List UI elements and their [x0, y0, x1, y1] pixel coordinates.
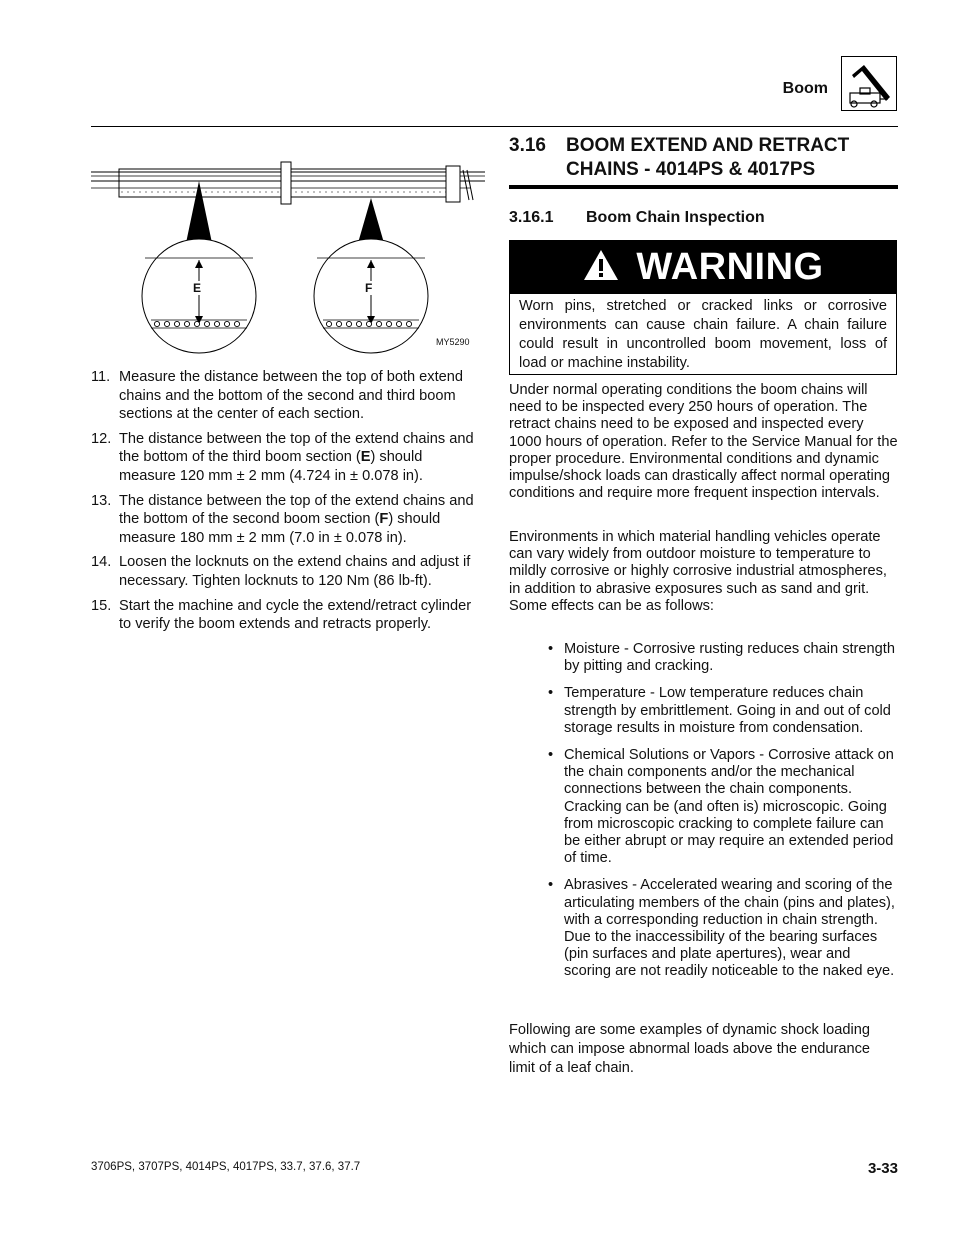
header-section-title: Boom — [782, 80, 828, 97]
boom-chain-illustration — [91, 148, 485, 354]
paragraph-inspection-intervals: Under normal operating conditions the boom chains will need to be inspected every 250 hours of operation. The retract chains need to be exposed and inspected every 1000 hours of operation. Refer to the Service Manual for the proper procedure. Environmental conditions and dynamic impulse/shock loads can drastically affect normal operating conditions and require more frequent inspection intervals. — [509, 382, 898, 502]
boom-icon — [841, 56, 897, 111]
list-item: • Chemical Solutions or Vapors - Corrosive attack on the chain components and/or the mechanical connections between the chain components. Cracking can be (and often is) microscopic. Going from microscopic cracking to complete failure can be either abrupt or may require an extended period of time. — [548, 747, 894, 867]
label-f: F — [365, 281, 373, 295]
warning-header — [510, 241, 896, 294]
section-title: 3.16 BOOM EXTEND AND RETRACT CHAINS - 4014PS & 4017PS — [509, 135, 850, 180]
page-number: 3-33 — [867, 1160, 898, 1177]
effects-list — [509, 641, 898, 991]
list-item: • Abrasives - Accelerated wearing and scoring of the articulating members of the chain (pins and plates), with a corresponding reduction in chain strength. Due to the inaccessibility of the bearing surfaces (pin surfaces and plate apertures), wear and scoring are not readily noticeable to the naked eye. — [548, 877, 895, 980]
warning-box — [509, 240, 897, 375]
header-divider — [91, 126, 898, 127]
step-item: 14. Loosen the locknuts on the extend chains and adjust if necessary. Tighten locknuts to 120 Nm (86 lb-ft). — [91, 554, 471, 589]
warning-text: Worn pins, stretched or cracked links or corrosive environments can cause chain failure. A chain failure could result in uncontrolled boom movement, loss of load or machine instability. — [519, 298, 887, 371]
procedure-steps — [91, 368, 483, 640]
step-item: 15. Start the machine and cycle the extend/retract cylinder to verify the boom extends and retracts properly. — [91, 597, 472, 633]
warning-heading: WARNING — [636, 246, 824, 288]
label-e: E — [193, 281, 202, 295]
list-item: • Temperature - Low temperature reduces chain strength by embrittlement. Going in and out of cold storage results in moisture from condensation. — [548, 685, 891, 736]
figure-code: MY5290 — [436, 337, 470, 347]
section-divider — [509, 185, 898, 189]
step-item: 13. The distance between the top of the extend chains and the bottom of the second boom section (F) should measure 180 mm ± 2 mm (7.0 in ± 0.078 in). — [91, 492, 474, 546]
step-item: 12. The distance between the top of the extend chains and the bottom of the third boom section (E) should measure 120 mm ± 2 mm (4.724 in ± 0.078 in). — [91, 430, 474, 484]
warning-triangle-icon — [582, 248, 620, 287]
paragraph-environments: Environments in which material handling vehicles operate can vary widely from outdoor moisture to temperature to mildly corrosive or highly corrosive industrial atmospheres, in addition to abrasive exposures such as sand and grit. Some effects can be as follows: — [509, 529, 887, 614]
step-item: 11. Measure the distance between the top of both extend chains and the bottom of the second and third boom sections at the center of each section. — [91, 369, 464, 423]
paragraph-shock-loading: Following are some examples of dynamic shock loading which can impose abnormal loads above the endurance limit of a leaf chain. — [509, 1022, 871, 1076]
list-item: • Moisture - Corrosive rusting reduces chain strength by pitting and cracking. — [548, 641, 895, 675]
footer-models: 3706PS, 3707PS, 4014PS, 4017PS, 33.7, 37.6, 37.7 — [91, 1161, 361, 1173]
subsection-title: 3.16.1 Boom Chain Inspection — [509, 209, 765, 226]
